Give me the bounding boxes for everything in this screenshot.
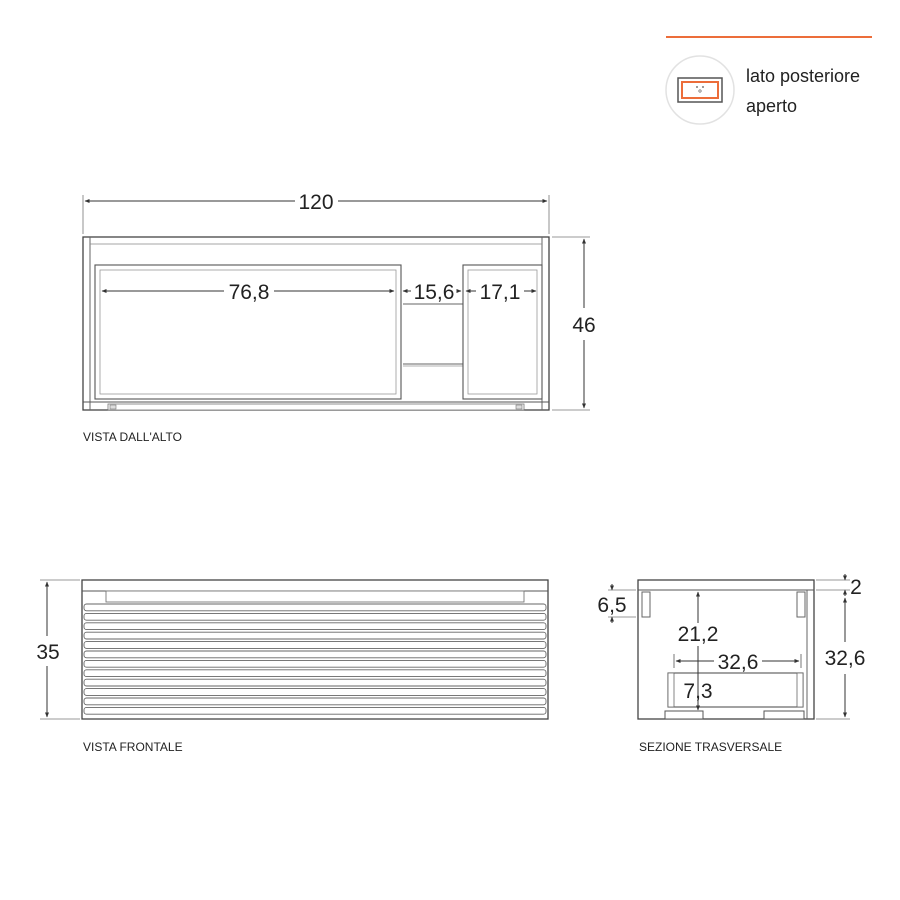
section-view <box>597 574 865 754</box>
front-slat <box>84 623 546 630</box>
top-width-value: 120 <box>298 191 334 214</box>
top-view-label: VISTA DALL'ALTO <box>83 430 182 444</box>
front-view-label: VISTA FRONTALE <box>83 740 183 754</box>
front-slat <box>84 651 546 658</box>
front-slat <box>84 642 546 649</box>
section-drawer-height-value: 7,3 <box>683 680 713 703</box>
front-slat <box>84 660 546 667</box>
section-inner-height-value: 21,2 <box>677 623 719 646</box>
compartment-2-width-value: 15,6 <box>413 281 455 304</box>
front-slat <box>84 698 546 705</box>
front-slat <box>84 689 546 696</box>
top-view-body <box>83 237 549 410</box>
front-slat <box>84 632 546 639</box>
top-depth-value: 46 <box>572 314 596 337</box>
front-height-value: 35 <box>36 641 60 664</box>
front-slat <box>84 613 546 620</box>
legend-line-1: lato posteriore <box>746 66 861 86</box>
legend-line-2: aperto <box>746 96 798 116</box>
section-back-height-value: 6,5 <box>597 594 627 617</box>
compartment-3-width-value: 17,1 <box>479 281 521 304</box>
top-view <box>83 191 596 444</box>
front-slat <box>84 604 546 611</box>
section-top-thickness-value: 2 <box>850 576 862 599</box>
section-inner-depth-value: 32,6 <box>717 651 759 674</box>
legend <box>666 37 872 124</box>
compartment-1-width-value: 76,8 <box>228 281 270 304</box>
open-back-cabinet-icon <box>666 56 734 124</box>
front-slat <box>84 670 546 677</box>
front-slat <box>84 707 546 714</box>
front-view <box>36 580 548 754</box>
section-view-label: SEZIONE TRASVERSALE <box>639 740 783 754</box>
section-total-depth-value: 32,6 <box>824 647 866 670</box>
front-slat <box>84 679 546 686</box>
